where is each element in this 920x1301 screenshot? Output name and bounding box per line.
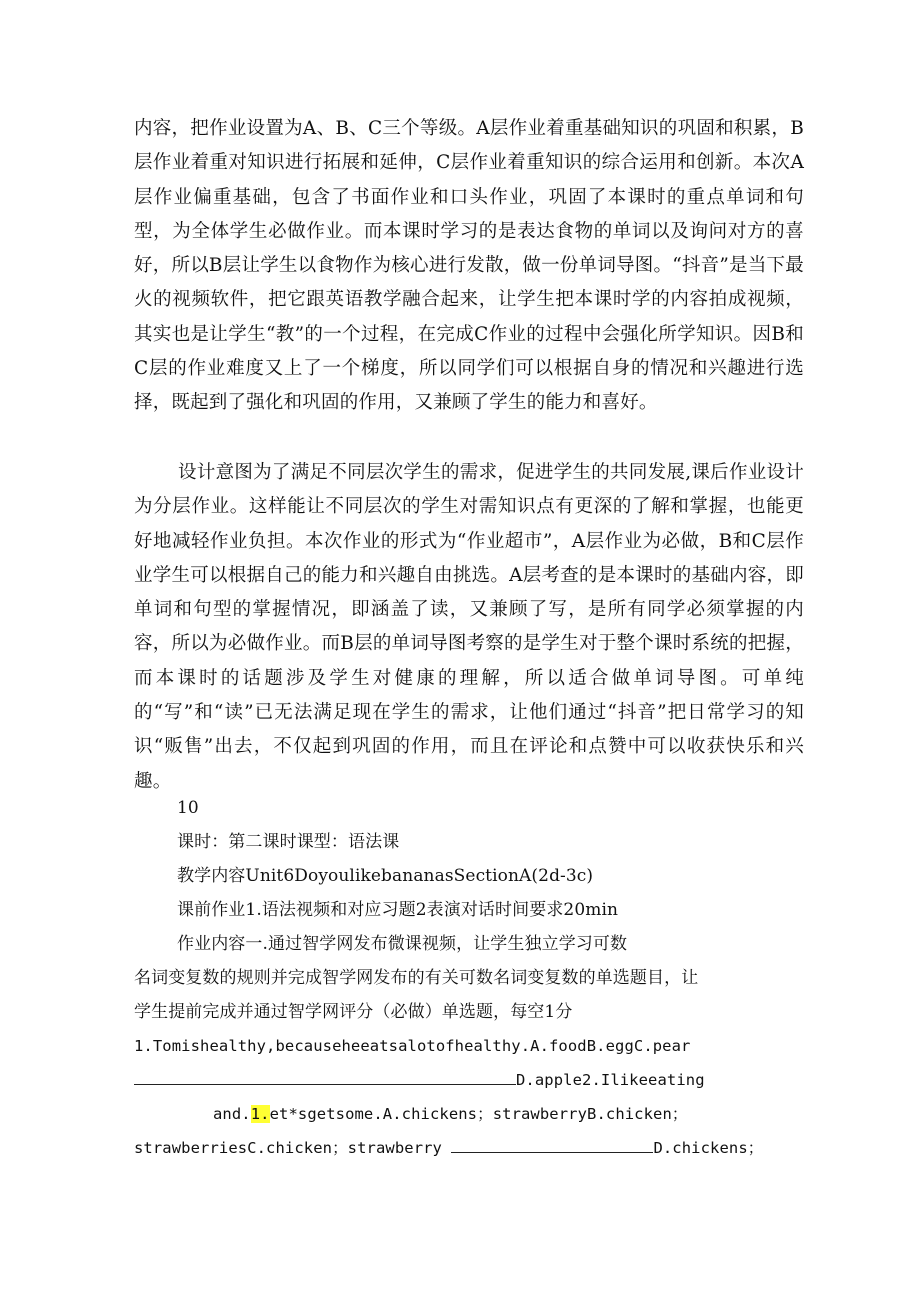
homework-content-line-2: 名词变复数的规则并完成智学网发布的有关可数名词变复数的单选题目，让 — [134, 968, 699, 988]
question-2-options-text: strawberriesC.chicken；strawberry — [134, 1139, 442, 1157]
question-2 — [213, 1102, 688, 1126]
question-2-rest: et*sgetsome.A.chickens；strawberryB.chicken； — [269, 1105, 688, 1123]
lesson-info: 课时：第二课时课型：语法课 — [177, 832, 400, 852]
pre-class-homework: 课前作业1.语法视频和对应习题2表演对话时间要求20min — [177, 900, 619, 920]
question-1-tail: D.apple2.Ilikeeating — [516, 1071, 705, 1089]
teaching-content: 教学内容Unit6DoyoulikebananasSectionA(2d-3c) — [177, 866, 594, 886]
question-2-option-d: D.chickens； — [653, 1139, 764, 1157]
question-1-continued — [134, 1068, 705, 1092]
highlighted-text: 1. — [250, 1105, 270, 1123]
homework-content-line-3: 学生提前完成并通过智学网评分（必做）单选题，每空1分 — [134, 1002, 573, 1022]
homework-content-line-1: 作业内容一.通过智学网发布微课视频，让学生独立学习可数 — [177, 934, 628, 954]
question-2-options — [134, 1136, 763, 1160]
paragraph-homework-levels: 内容，把作业设置为A、B、C三个等级。A层作业着重基础知识的巩固和积累，B层作业着重对知识进行拓展和延伸，C层作业着重知识的综合运用和创新。本次A层作业偏重基础，包含了书面作业和口头作业，巩固了本课时的重点单词和句型，为全体学生必做作业。而本课时学习的是表达食物的单词以及询问对方的喜好，所以B层让学生以食物作为核心进行发散，做一份单词导图。“抖音”是当下最火的视频软件，把它跟英语教学融合起来，让学生把本课时学的内容拍成视频，其实也是让学生“教”的一个过程，在完成C作业的过程中会强化所学知识。因B和C层的作业难度又上了一个梯度，所以同学们可以根据自身的情况和兴趣进行选择，既起到了强化和巩固的作用，又兼顾了学生的能力和喜好。 — [134, 118, 804, 414]
answer-blank — [451, 1151, 653, 1153]
page-number: 10 — [177, 798, 199, 818]
question-2-prefix: and. — [213, 1105, 251, 1123]
paragraph-design-intent: 设计意图为了满足不同层次学生的需求，促进学生的共同发展,课后作业设计为分层作业。这样能让不同层次的学生对需知识点有更深的了解和掌握，也能更好地减轻作业负担。本次作业的形式为“作业超市”，A层作业为必做，B和C层作业学生可以根据自己的能力和兴趣自由挑选。A层考查的是本课时的基础内容，即单词和句型的掌握情况，即涵盖了读，又兼顾了写，是所有同学必须掌握的内容，所以为必做作业。而B层的单词导图考察的是学生对于整个课时系统的把握，而本课时的话题涉及学生对健康的理解，所以适合做单词导图。可单纯的“写”和“读”已无法满足现在学生的需求，让他们通过“抖音”把日常学习的知识“贩售”出去，不仅起到巩固的作用，而且在评论和点赞中可以收获快乐和兴趣。 — [134, 462, 804, 792]
question-1: 1.Tomishealthy,becauseheeatsalotofhealthy.A.foodB.eggC.pear — [134, 1037, 691, 1055]
answer-blank — [134, 1083, 516, 1085]
